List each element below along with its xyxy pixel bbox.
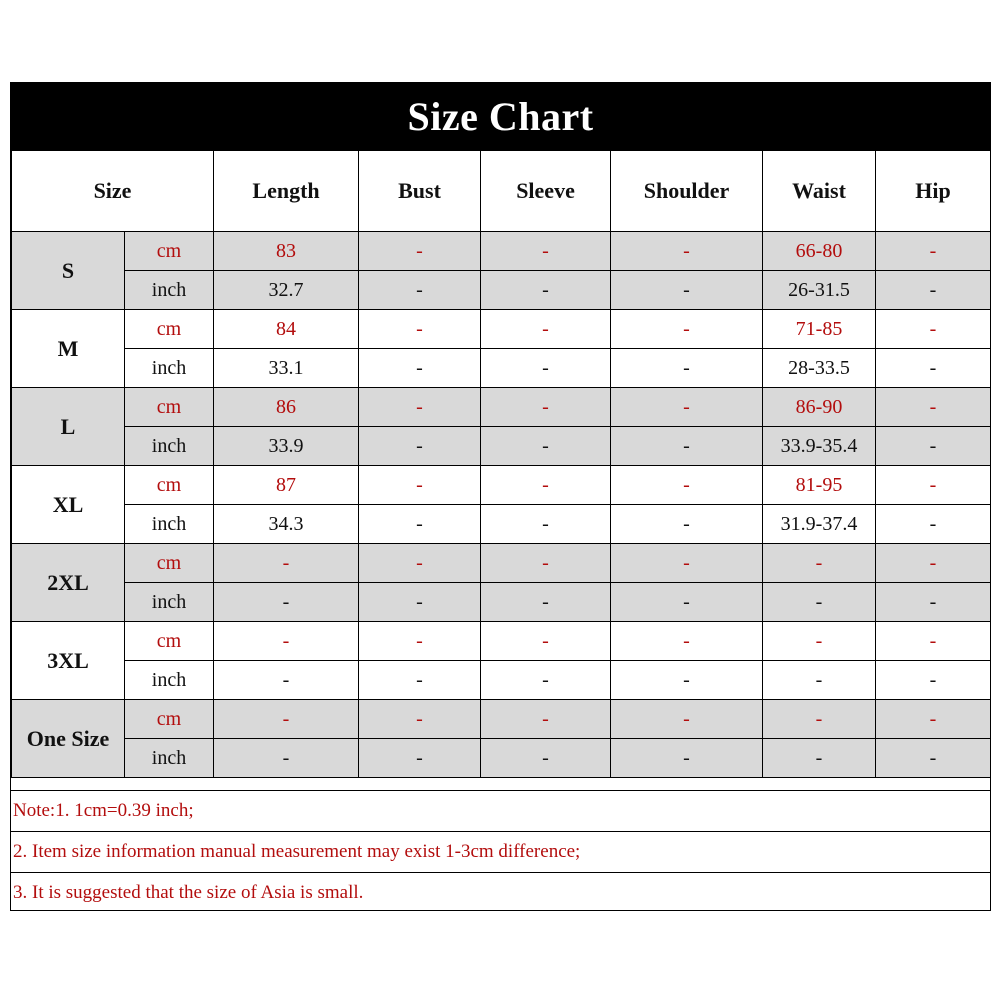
table-row (12, 739, 991, 778)
bust-cell: - (359, 661, 481, 700)
note-1: Note:1. 1cm=0.39 inch; (11, 790, 990, 831)
unit-label: cm (125, 310, 214, 349)
waist-cell: 31.9-37.4 (763, 505, 876, 544)
waist-cell: 28-33.5 (763, 349, 876, 388)
size-chart (10, 82, 991, 911)
table-row (12, 466, 991, 505)
waist-cell: - (763, 583, 876, 622)
shoulder-cell: - (611, 622, 763, 661)
hip-cell: - (876, 310, 991, 349)
length-cell: - (214, 739, 359, 778)
table-row (12, 661, 991, 700)
unit-label: inch (125, 739, 214, 778)
size-label: One Size (12, 700, 125, 778)
hip-cell: - (876, 271, 991, 310)
sleeve-cell: - (481, 271, 611, 310)
shoulder-cell: - (611, 310, 763, 349)
sleeve-cell: - (481, 739, 611, 778)
unit-label: cm (125, 466, 214, 505)
shoulder-cell: - (611, 466, 763, 505)
length-cell: 83 (214, 232, 359, 271)
shoulder-cell: - (611, 700, 763, 739)
sleeve-cell: - (481, 544, 611, 583)
waist-cell: 71-85 (763, 310, 876, 349)
sleeve-cell: - (481, 661, 611, 700)
sleeve-cell: - (481, 505, 611, 544)
hip-cell: - (876, 505, 991, 544)
header-hip: Hip (876, 150, 991, 232)
bust-cell: - (359, 427, 481, 466)
header-shoulder: Shoulder (611, 150, 763, 232)
table-row (12, 700, 991, 739)
header-row (12, 150, 991, 232)
length-cell: 32.7 (214, 271, 359, 310)
shoulder-cell: - (611, 739, 763, 778)
bust-cell: - (359, 232, 481, 271)
length-cell: - (214, 661, 359, 700)
hip-cell: - (876, 427, 991, 466)
unit-label: inch (125, 505, 214, 544)
size-label: L (12, 388, 125, 466)
bust-cell: - (359, 739, 481, 778)
sleeve-cell: - (481, 388, 611, 427)
sleeve-cell: - (481, 466, 611, 505)
unit-label: inch (125, 271, 214, 310)
unit-label: inch (125, 661, 214, 700)
length-cell: 33.9 (214, 427, 359, 466)
hip-cell: - (876, 661, 991, 700)
size-label: 2XL (12, 544, 125, 622)
bust-cell: - (359, 310, 481, 349)
hip-cell: - (876, 739, 991, 778)
waist-cell: 81-95 (763, 466, 876, 505)
bust-cell: - (359, 622, 481, 661)
unit-label: inch (125, 427, 214, 466)
waist-cell: - (763, 544, 876, 583)
sleeve-cell: - (481, 700, 611, 739)
hip-cell: - (876, 544, 991, 583)
unit-label: cm (125, 388, 214, 427)
shoulder-cell: - (611, 583, 763, 622)
header-bust: Bust (359, 150, 481, 232)
hip-cell: - (876, 466, 991, 505)
size-label: M (12, 310, 125, 388)
length-cell: - (214, 700, 359, 739)
bust-cell: - (359, 466, 481, 505)
waist-cell: - (763, 739, 876, 778)
note-2: 2. Item size information manual measurement may exist 1-3cm difference; (11, 831, 990, 872)
length-cell: 87 (214, 466, 359, 505)
hip-cell: - (876, 583, 991, 622)
table-row (12, 310, 991, 349)
shoulder-cell: - (611, 544, 763, 583)
table-row (12, 622, 991, 661)
sleeve-cell: - (481, 232, 611, 271)
hip-cell: - (876, 700, 991, 739)
bust-cell: - (359, 271, 481, 310)
hip-cell: - (876, 388, 991, 427)
length-cell: - (214, 544, 359, 583)
size-label: 3XL (12, 622, 125, 700)
waist-cell: 33.9-35.4 (763, 427, 876, 466)
shoulder-cell: - (611, 388, 763, 427)
unit-label: inch (125, 349, 214, 388)
table-row (12, 232, 991, 271)
shoulder-cell: - (611, 349, 763, 388)
sleeve-cell: - (481, 349, 611, 388)
table-row (12, 427, 991, 466)
sleeve-cell: - (481, 583, 611, 622)
unit-label: cm (125, 232, 214, 271)
length-cell: 34.3 (214, 505, 359, 544)
unit-label: cm (125, 544, 214, 583)
bust-cell: - (359, 700, 481, 739)
hip-cell: - (876, 232, 991, 271)
header-sleeve: Sleeve (481, 150, 611, 232)
hip-cell: - (876, 349, 991, 388)
header-waist: Waist (763, 150, 876, 232)
size-label: S (12, 232, 125, 310)
unit-label: cm (125, 700, 214, 739)
hip-cell: - (876, 622, 991, 661)
bust-cell: - (359, 544, 481, 583)
unit-label: cm (125, 622, 214, 661)
note-3: 3. It is suggested that the size of Asia is small. (11, 872, 990, 913)
bust-cell: - (359, 388, 481, 427)
waist-cell: 26-31.5 (763, 271, 876, 310)
table-row (12, 505, 991, 544)
length-cell: - (214, 583, 359, 622)
waist-cell: - (763, 661, 876, 700)
shoulder-cell: - (611, 232, 763, 271)
table-row (12, 583, 991, 622)
bust-cell: - (359, 583, 481, 622)
shoulder-cell: - (611, 505, 763, 544)
length-cell: 84 (214, 310, 359, 349)
table-row (12, 544, 991, 583)
unit-label: inch (125, 583, 214, 622)
table-row (12, 388, 991, 427)
size-table (11, 149, 991, 778)
waist-cell: 66-80 (763, 232, 876, 271)
header-length: Length (214, 150, 359, 232)
size-label: XL (12, 466, 125, 544)
header-size: Size (12, 150, 214, 232)
sleeve-cell: - (481, 622, 611, 661)
waist-cell: - (763, 622, 876, 661)
waist-cell: - (763, 700, 876, 739)
shoulder-cell: - (611, 271, 763, 310)
sleeve-cell: - (481, 310, 611, 349)
bust-cell: - (359, 349, 481, 388)
waist-cell: 86-90 (763, 388, 876, 427)
size-chart-title: Size Chart (11, 83, 990, 149)
table-row (12, 349, 991, 388)
length-cell: - (214, 622, 359, 661)
shoulder-cell: - (611, 427, 763, 466)
table-row (12, 271, 991, 310)
shoulder-cell: - (611, 661, 763, 700)
sleeve-cell: - (481, 427, 611, 466)
bust-cell: - (359, 505, 481, 544)
length-cell: 86 (214, 388, 359, 427)
length-cell: 33.1 (214, 349, 359, 388)
